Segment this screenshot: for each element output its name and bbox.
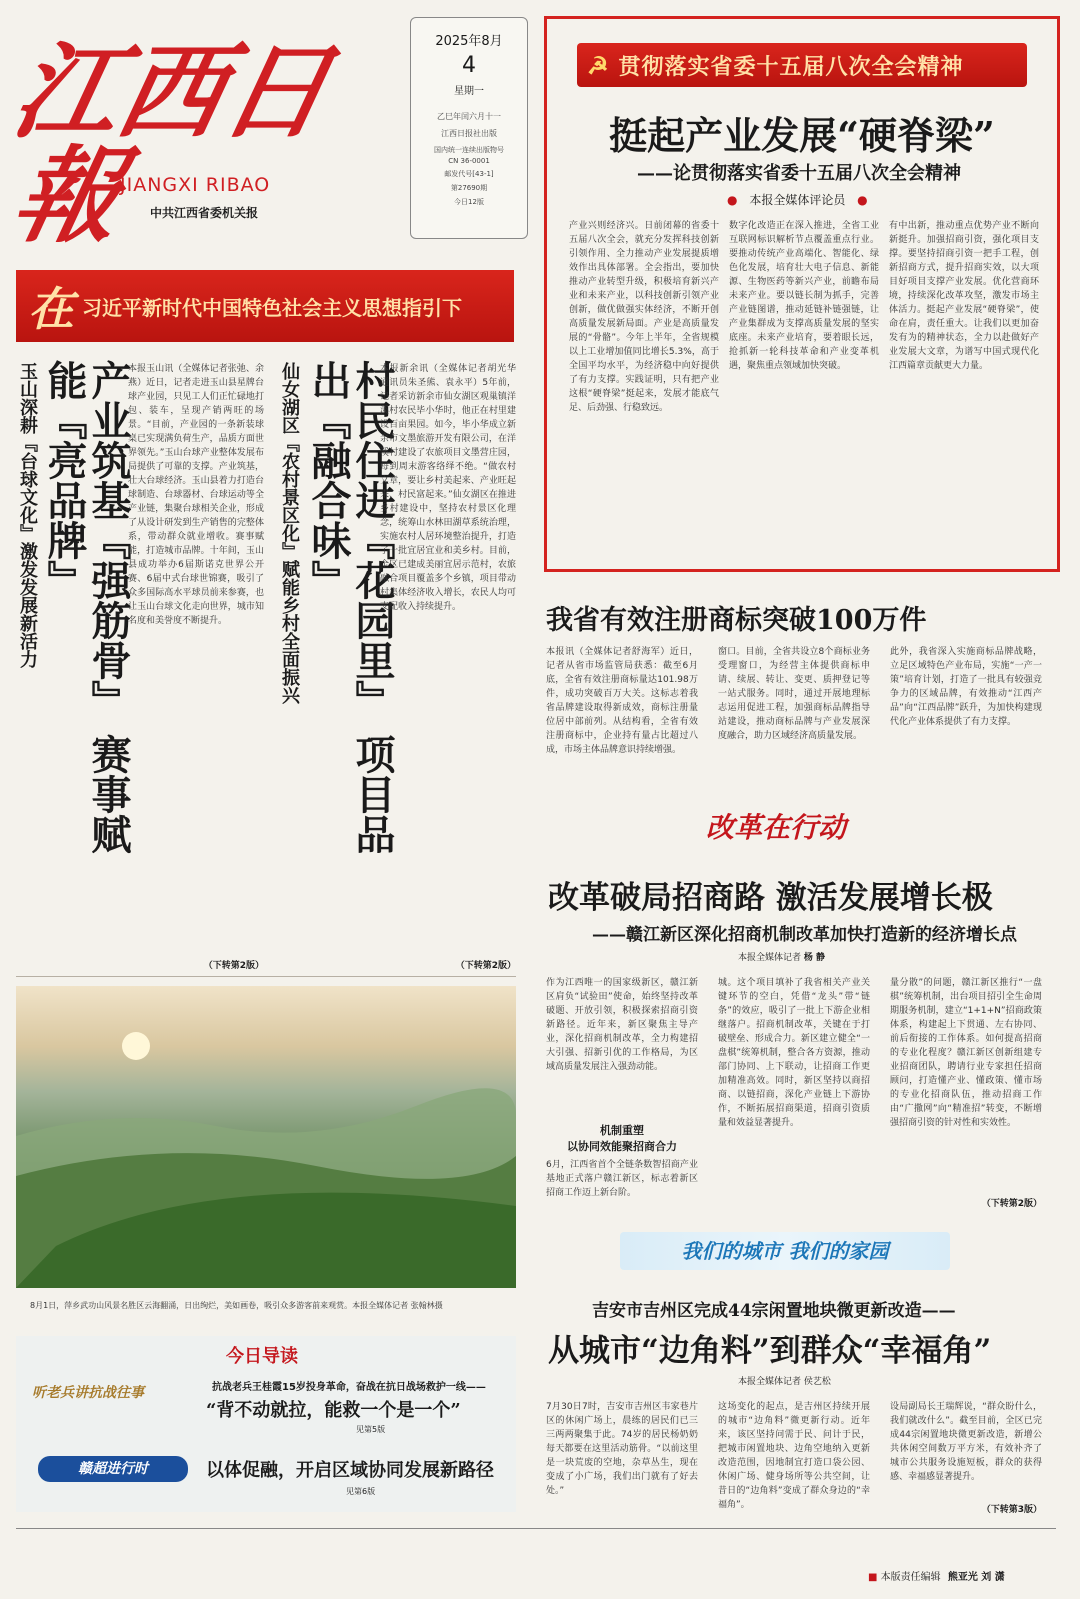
footer-names: 熊亚光 刘 潇 [947,1572,1005,1583]
byline-bullet-icon: ● [727,193,738,207]
story-mid-continued: （下转第2版） [455,961,516,971]
editorial-banner-text: 贯彻落实省委十五届八次全会精神 [618,54,964,80]
date-issue: 第27690期 [450,184,488,192]
trademark-col-2: 窗口。目前，全省共设立8个商标业务受理窗口，为经营主体提供商标申请、续展、转让、变更、质押登记等一站式服务。同时，通过开展地理标志运用促进工程，加强商标品牌指导站建设，推动商标品牌与产业发展深度融合，助力区域经济高质量发展。 [718,647,870,741]
logo-char-3: 日 [211,30,342,153]
date-postal: 邮发代号[43-1] [444,170,494,178]
guide-title: 今日导读 [226,1346,298,1367]
date-lunar: 乙巳年闰六月十一 [437,112,501,121]
editorial-byline [727,191,868,208]
reform-byline-name: 杨 静 [803,953,826,963]
editorial-col-1: 产业兴则经济兴。日前闭幕的省委十五届八次全会，就充分发挥科技创新引领作用、全力推动产业发展提质增效作出具体部署。全会指出，要加快推动产业转型升级，积极培育新兴产业和未来产业，以科技创新引领产业创新，做优做强实体经济，不断开创高质量发展新局面。产业是高质量发展的“骨骼”。今年上半年，全省规模以上工业增加值同比增长5.3%，高于全国平均水平，为经济稳中向好提供了有力支撑。实践证明，只有把产业这根“硬脊梁”挺起来，发展才能底气足、后劲强、行稳致远。 [569,221,719,413]
date-box [410,17,528,239]
reform-subtitle-1: 机制重塑 [600,1124,644,1137]
reform-col-3: 量分散”的问题，赣江新区推行“一盘棋”统筹机制，出台项目招引全生命周期服务机制，建立“1+1+N”招商政策体系，构建起上下贯通、左右协同、前后衔接的工作体系。如何提高招商的专业化程度？赣江新区创新组建专业招商团队，聘请行业专家担任招商顾问，打造懂产业、懂政策、懂市场的专业化招商队伍，推动招商工作由“广撒网”向“精准招”转变，不断增强招商引资的针对性和实效性。 [890,978,1042,1128]
today-guide [16,1336,516,1512]
city-logo-band [620,1232,950,1270]
logo-char-4: 報 [3,134,134,257]
reform-col-1: 作为江西唯一的国家级新区，赣江新区肩负“试验田”使命，始终坚持改革破题、开放引领，积极探索招商引资新路径。近年来，新区聚焦主导产业，深化招商机制改革，全力构建招大引强、招新引优的工作格局，为区域高质量发展注入强劲动能。 [546,978,698,1072]
story-left-body: 本报玉山讯（全媒体记者张弛、余燕）近日，记者走进玉山县星牌台球产业园，只见工人们正忙碌地打包、装车，呈现产销两旺的场景。“目前，产业园的一条新装球桌已实现满负荷生产，品质方面世界领先。”玉山台球产业整体发展布局提供了可靠的支撑。产业筑基，壮大台球经济。玉山县着力打造台球制造、台球器材、台球运动等全产业链，集聚台球相关企业，形成了从设计研发到生产销售的完整体系，带动群众就业增收。赛事赋能，打造城市品牌。十年间，玉山县成功举办6届斯诺克世界公开赛、6届中式台球世锦赛，吸引了众多国际高水平球员前来参赛，也让玉山台球文化走向世界，城市知名度和美誉度不断提升。 [128,364,264,626]
mountain-landscape-image [16,986,516,1288]
theme-banner-text: 习近平新时代中国特色社会主义思想指引下 [82,295,462,320]
logo-char-1: 江 [3,30,134,153]
story-mid-headline: 村民住进『花园里』 项目品出『融合味』 [305,360,396,854]
guide-item2-headline[interactable]: 以体促融，开启区域协同发展新路径 [206,1460,494,1481]
story-left-headline: 产业筑基『强筋骨』 赛事赋能『亮品牌』 [41,360,132,854]
city-col-3: 设局副局长王瑞辉说，“群众盼什么，我们就改什么”。截至目前，全区已完成44宗闲置地块微更新改造，新增公共休闲空间数万平方米，有效补齐了城市公共服务设施短板，群众的获得感、幸福感显著提升。 [890,1402,1042,1482]
reform-logo: 改革在行动 [706,811,847,844]
logo-char-2: 西 [107,30,238,153]
date-cn-number: CN 36-0001 [448,157,490,165]
date-pages: 今日12版 [454,198,484,206]
logo-pinyin: JIANGXI RIBAO [120,174,271,196]
guide-item2-ref[interactable]: 见第6版 [346,1487,376,1496]
reform-subtitle-2: 以协同效能聚招商合力 [567,1140,677,1153]
editorial-headline: 挺起产业发展“硬脊梁” [609,113,995,158]
footer-editors [868,1568,1005,1583]
date-year-month: 2025年8月 [435,34,503,49]
footer-divider [16,1528,1056,1529]
editorial-banner [577,43,1027,87]
sponsor-line: 中共江西省委机关报 [150,206,259,220]
city-byline: 本报全媒体记者 侯艺松 [738,1377,831,1387]
square-bullet-icon: ■ [868,1572,878,1583]
city-logo: 我们的城市 我们的家园 [681,1239,889,1263]
reform-col-1b: 6月，江西省首个全链条数智招商产业基地正式落户赣江新区，标志着新区招商工作迈上新台阶。 [546,1160,698,1198]
editorial-byline-text: 本报全媒体评论员 [749,193,846,207]
story-left-continued: （下转第2版） [203,961,264,971]
story-mid-kicker: 仙女湖区『农村景区化』赋能乡村全面振兴 [279,362,300,704]
guide-item1-logo: 听老兵讲抗战往事 [32,1385,144,1401]
editorial-col-2: 数字化改造正在深入推进，全省工业互联网标识解析节点覆盖重点行业。要推动传统产业高端化、智能化、绿色化发展，培育壮大电子信息、新能源、生物医药等新兴产业，前瞻布局未来产业。要以链长制为抓手，完善产业链图谱，推动延链补链强链，让产业集群成为支撑高质量发展的坚实底座。未来产业培育，要着眼长远，抢抓新一轮科技革命和产业变革机遇，聚焦重点领域加快突破。 [729,221,879,371]
guide-item1-headline[interactable]: “背不动就拉，能救一个是一个” [206,1400,461,1421]
photo-caption: 8月1日，萍乡武功山风景名胜区云海翻涌，日出绚烂，美如画卷，吸引众多游客前来观赏。本报全媒体记者 张翰林摄 [30,1301,443,1310]
guide-item1-kicker: 抗战老兵王桂霞15岁投身革命，奋战在抗日战场救护一线—— [212,1382,486,1393]
date-weekday: 星期一 [454,86,484,97]
footer-label: 本版责任编辑 [880,1572,941,1583]
trademark-headline: 我省有效注册商标突破100万件 [546,605,927,636]
reform-headline: 改革破局招商路 激活发展增长极 [548,880,993,916]
city-headline: 从城市“边角料”到群众“幸福角” [548,1333,992,1369]
editorial-box [544,16,1060,572]
reform-byline-label: 本报全媒体记者 [738,953,802,963]
divider [16,976,516,977]
trademark-col-3: 此外，我省深入实施商标品牌战略，立足区域特色产业布局，实施“一产一策”培育计划，打造了一批具有较强竞争力的区域品牌，有效推动“江西产品”向“江西品牌”跃升，为加快构建现代化产业体系提供了有力支撑。 [890,647,1042,727]
guide-item2-logo: 赣超进行时 [38,1456,188,1482]
reform-byline [738,950,825,963]
city-col-2: 这场变化的起点，是吉州区持续开展的城市“边角料”微更新行动。近年来，该区坚持问需于民、问计于民，把城市闲置地块、边角空地纳入更新改造范围，因地制宜打造口袋公园、休闲广场、健身场所等公共空间，让昔日的“边角料”变成了群众身边的“幸福角”。 [718,1402,870,1510]
date-cn-label: 国内统一连续出版物号 [434,146,504,154]
reform-continued: （下转第2版） [981,1199,1042,1209]
byline-bullet-icon: ● [857,193,868,207]
trademark-col-1: 本报讯（全媒体记者舒海军）近日，记者从省市场监管局获悉：截至6月底，全省有效注册商标量达101.98万件，成功突破百万大关。这标志着我省品牌建设取得新成效，商标注册量位居中部前列。从结构看，全省有效注册商标中，企业持有量占比超过八成，市场主体品牌意识持续增强。 [546,647,698,755]
story-mid-body: 本报新余讯（全媒体记者胡光华 通讯员朱圣熊、袁永平）5年前，记者采访新余市仙女湖区观巢镇洋溪村农民毕小华时，他正在村里建设百亩果园。如今，毕小华成立新余市文墨旅游开发有限公司，在洋溪村建设了农旅项目文墨营庄园，每到周末游客络绎不绝。“做农村文章，要让乡村美起来、产业旺起来、村民富起来。”仙女湖区在推进乡村建设中，坚持农村景区化理念，统筹山水林田湖草系统治理，实施农村人居环境整治提升，打造了一批宜居宜业和美乡村。目前，全区已建成美丽宜居示范村，农旅融合项目覆盖多个乡镇，项目带动村集体经济收入增长，农民人均可支配收入持续提升。 [380,364,516,612]
date-day: 4 [462,53,476,78]
reform-subhead: ——赣江新区深化招商机制改革加快打造新的经济增长点 [592,925,1017,945]
story-left-kicker: 玉山深耕『台球文化』激发发展新活力 [17,362,38,668]
news-photo [16,986,516,1288]
editorial-subhead: ——论贯彻落实省委十五届八次全会精神 [637,163,961,184]
party-emblem-icon: ☭ [587,50,609,80]
theme-banner-char: 在 [28,282,74,336]
theme-banner [16,270,514,342]
city-kicker: 吉安市吉州区完成44宗闲置地块微更新改造—— [592,1301,956,1321]
date-publisher: 江西日报社出版 [441,129,497,138]
guide-item1-ref[interactable]: 见第5版 [356,1425,386,1434]
city-col-1: 7月30日7时，吉安市吉州区韦家巷片区的休闲广场上，晨练的居民们已三三两两聚集于此。74岁的居民杨奶奶每天都要在这里活动筋骨。“以前这里是一块荒废的空地，杂草丛生，现在变成了小广场，我们出门就有了好去处。” [546,1402,698,1496]
reform-col-2: 城。这个项目填补了我省相关产业关键环节的空白，凭借“龙头”带“链条”的效应，吸引了一批上下游企业相继落户。招商机制改革，关键在于打破壁垒、形成合力。新区建立健全“一盘棋”统筹机制，整合各方资源，推动部门协同、上下联动，让招商工作更加精准高效。同时，新区坚持以商招商、以链招商，深化产业链上下游协作，不断拓展招商渠道，招商引资质量和效益显著提升。 [718,978,870,1128]
city-continued: （下转第3版） [981,1505,1042,1515]
editorial-col-3: 有中出新，推动重点优势产业不断向新挺升。加强招商引资，强化项目支撑。要坚持招商引资一把手工程，创新招商方式，提升招商实效，以大项目好项目支撑产业发展。优化营商环境，持续深化改革攻坚，激发市场主体活力。挺起产业发展“硬脊梁”，使命在肩，责任重大。让我们以更加奋发有为的精神状态，全力以赴做好产业发展大文章，为谱写中国式现代化江西篇章贡献更大力量。 [889,221,1039,371]
